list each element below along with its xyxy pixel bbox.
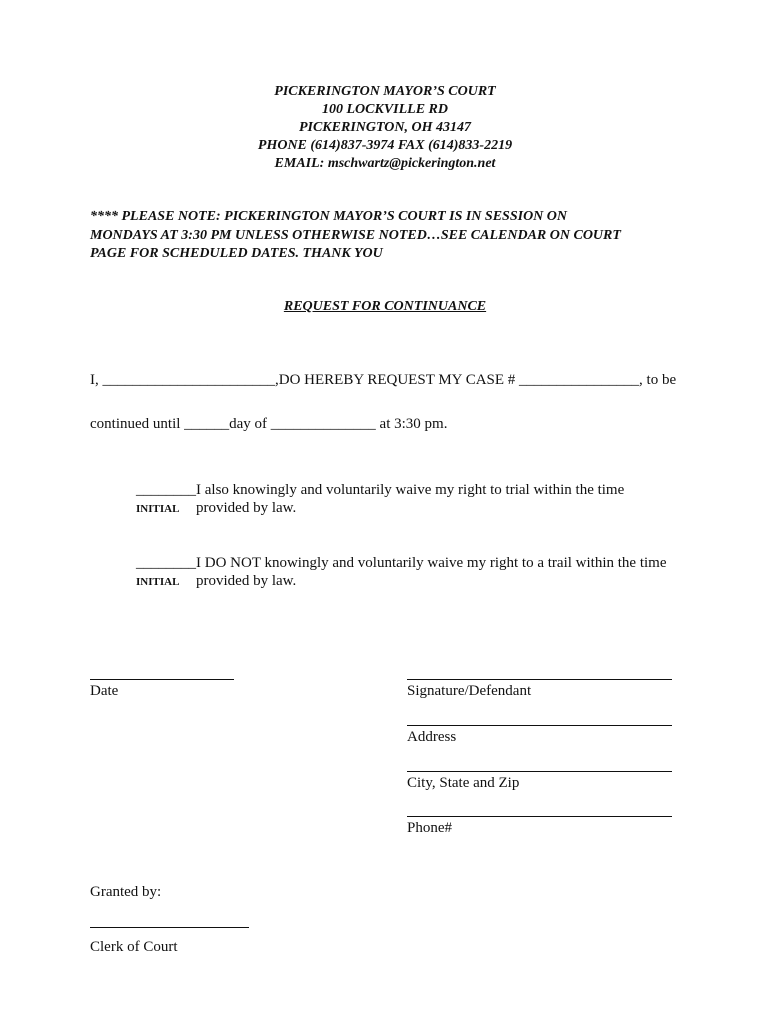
form-title: REQUEST FOR CONTINUANCE	[283, 299, 487, 314]
signature-line	[407, 679, 672, 680]
phone-label: Phone#	[407, 820, 452, 836]
waiver-1-line-1: ________I also knowingly and voluntarily waive my right to trial within the time	[136, 482, 625, 498]
court-name: PICKERINGTON MAYOR’S COURT	[274, 84, 496, 99]
date-label: Date	[90, 683, 119, 699]
court-email: EMAIL: mschwartz@pickerington.net	[274, 156, 496, 171]
notice-line-2: MONDAYS AT 3:30 PM UNLESS OTHERWISE NOTED…SEE CALENDAR ON COURT	[90, 228, 621, 243]
notice-line-1: **** PLEASE NOTE: PICKERINGTON MAYOR’S COURT IS IN SESSION ON	[90, 209, 568, 224]
clerk-of-court-label: Clerk of Court	[90, 939, 178, 955]
clerk-signature-line	[90, 927, 249, 928]
court-phone-fax: PHONE (614)837-3974 FAX (614)833-2219	[257, 138, 513, 153]
date-line	[90, 679, 234, 680]
notice-line-3: PAGE FOR SCHEDULED DATES. THANK YOU	[90, 246, 383, 261]
request-line-2: continued until ______day of ______________ at 3:30 pm.	[90, 416, 448, 432]
address-label: Address	[407, 729, 457, 745]
waiver-2-line-1: ________I DO NOT knowingly and voluntarily waive my right to a trail within the time	[136, 555, 667, 571]
city-state-zip-line	[407, 771, 672, 772]
waiver-2-line-2: provided by law.	[196, 573, 297, 589]
waiver-1-initial-label: INITIAL	[136, 503, 180, 515]
address-line	[407, 725, 672, 726]
signature-label: Signature/Defendant	[407, 683, 532, 699]
request-line-1: I, _______________________,DO HEREBY REQUEST MY CASE # ________________, to be	[90, 372, 677, 388]
phone-line	[407, 816, 672, 817]
waiver-1-line-2: provided by law.	[196, 500, 297, 516]
city-state-zip-label: City, State and Zip	[407, 775, 520, 791]
waiver-2-initial-label: INITIAL	[136, 576, 180, 588]
court-city: PICKERINGTON, OH 43147	[298, 120, 472, 135]
granted-by-label: Granted by:	[90, 884, 162, 900]
court-street: 100 LOCKVILLE RD	[321, 102, 448, 117]
